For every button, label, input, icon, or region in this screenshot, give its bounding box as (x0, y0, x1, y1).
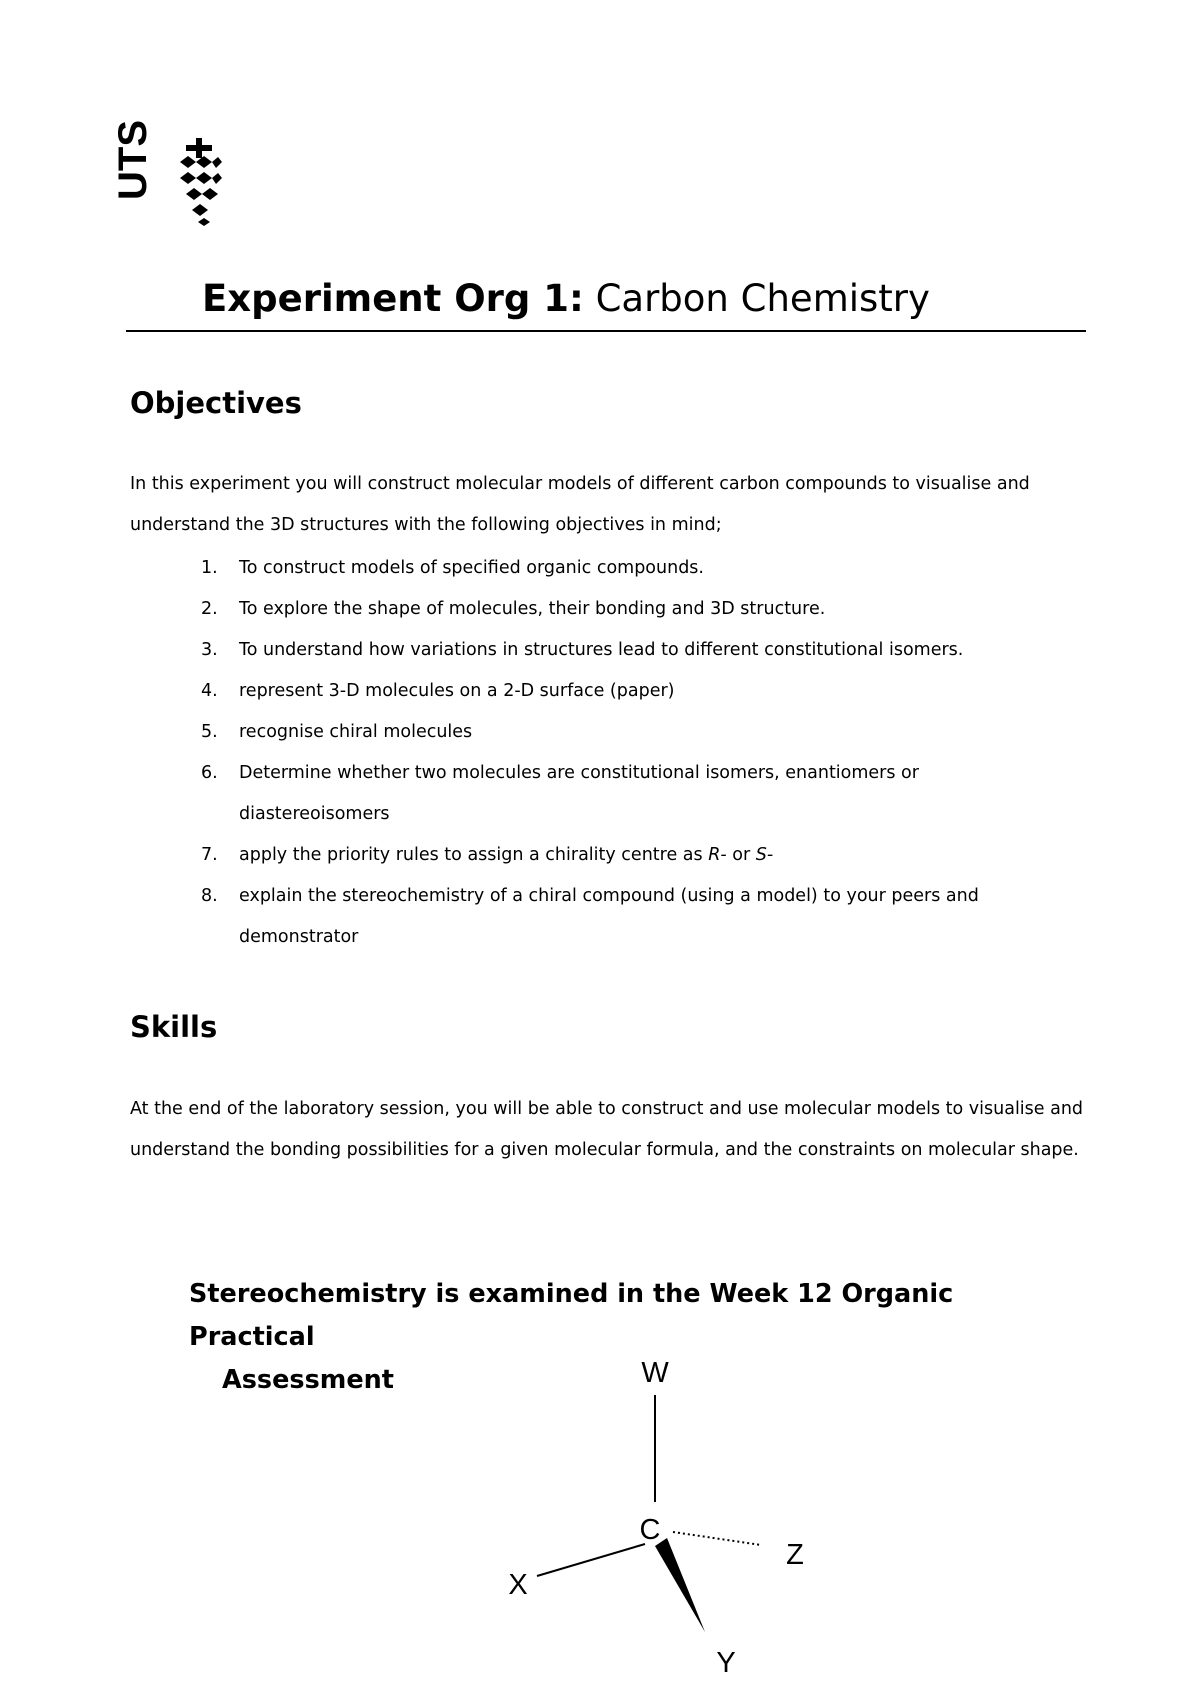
page-title (202, 276, 930, 322)
molecule-svg (495, 1350, 825, 1680)
skills-text: At the end of the laboratory session, you will be able to construct and use molecular models to visualise and understand the bonding possibilities for a given molecular formula, and the constraints on molecular shape. (130, 1099, 1084, 1160)
list-text: apply the priority rules to assign a chirality centre as (239, 845, 709, 865)
atom-z: Z (786, 1539, 804, 1571)
r-label: R- (708, 845, 727, 865)
atom-y: Y (716, 1647, 736, 1679)
list-number: 2. (201, 599, 218, 619)
atom-w: W (641, 1357, 669, 1389)
list-item (130, 589, 1070, 630)
uts-logo (111, 120, 226, 226)
list-item (130, 712, 1070, 753)
list-text: Determine whether two molecules are constitutional isomers, enantiomers or diastereoisomers (239, 763, 919, 824)
atom-x: X (508, 1569, 528, 1601)
list-item (130, 671, 1070, 712)
title-rest: Carbon Chemistry (583, 277, 930, 320)
list-text: To construct models of specified organic compounds. (239, 558, 704, 578)
stereo-line-1: Stereochemistry is examined in the Week 12 Organic Practical (189, 1279, 954, 1352)
stereo-line-2: Assessment (222, 1365, 394, 1395)
list-text: To understand how variations in structures lead to different constitutional isomers. (239, 640, 964, 660)
uts-crest-icon (111, 120, 226, 226)
s-label: S- (755, 845, 774, 865)
list-number: 4. (201, 681, 218, 701)
title-rule (126, 276, 1086, 332)
list-item (130, 548, 1070, 589)
list-number: 5. (201, 722, 218, 742)
list-text-mid: or (726, 845, 756, 865)
list-item (130, 835, 1070, 876)
objectives-list (130, 548, 1070, 958)
list-number: 7. (201, 845, 218, 865)
list-text: recognise chiral molecules (239, 722, 473, 742)
bond-z-hashed (673, 1532, 761, 1545)
list-item (130, 876, 1070, 958)
bond-y-wedge (655, 1538, 705, 1632)
objectives-intro: In this experiment you will construct molecular models of different carbon compounds to visualise and understand the 3D structures with the following objectives in mind; (130, 474, 1030, 535)
title-bold: Experiment Org 1: (202, 277, 584, 320)
skills-heading: Skills (130, 1010, 218, 1044)
list-item (130, 630, 1070, 671)
tetrahedral-molecule-diagram (495, 1350, 825, 1680)
list-text: To explore the shape of molecules, their bonding and 3D structure. (239, 599, 826, 619)
objectives-heading: Objectives (130, 386, 302, 420)
list-number: 3. (201, 640, 218, 660)
list-text: explain the stereochemistry of a chiral compound (using a model) to your peers and demonstrator (239, 886, 979, 947)
list-text: represent 3-D molecules on a 2-D surface (paper) (239, 681, 675, 701)
list-number: 6. (201, 763, 218, 783)
list-number: 1. (201, 558, 218, 578)
bond-x (537, 1544, 645, 1576)
list-number: 8. (201, 886, 218, 906)
atom-c: C (639, 1514, 661, 1546)
uts-logo-text: UTS (111, 120, 155, 200)
list-item (130, 753, 1070, 835)
